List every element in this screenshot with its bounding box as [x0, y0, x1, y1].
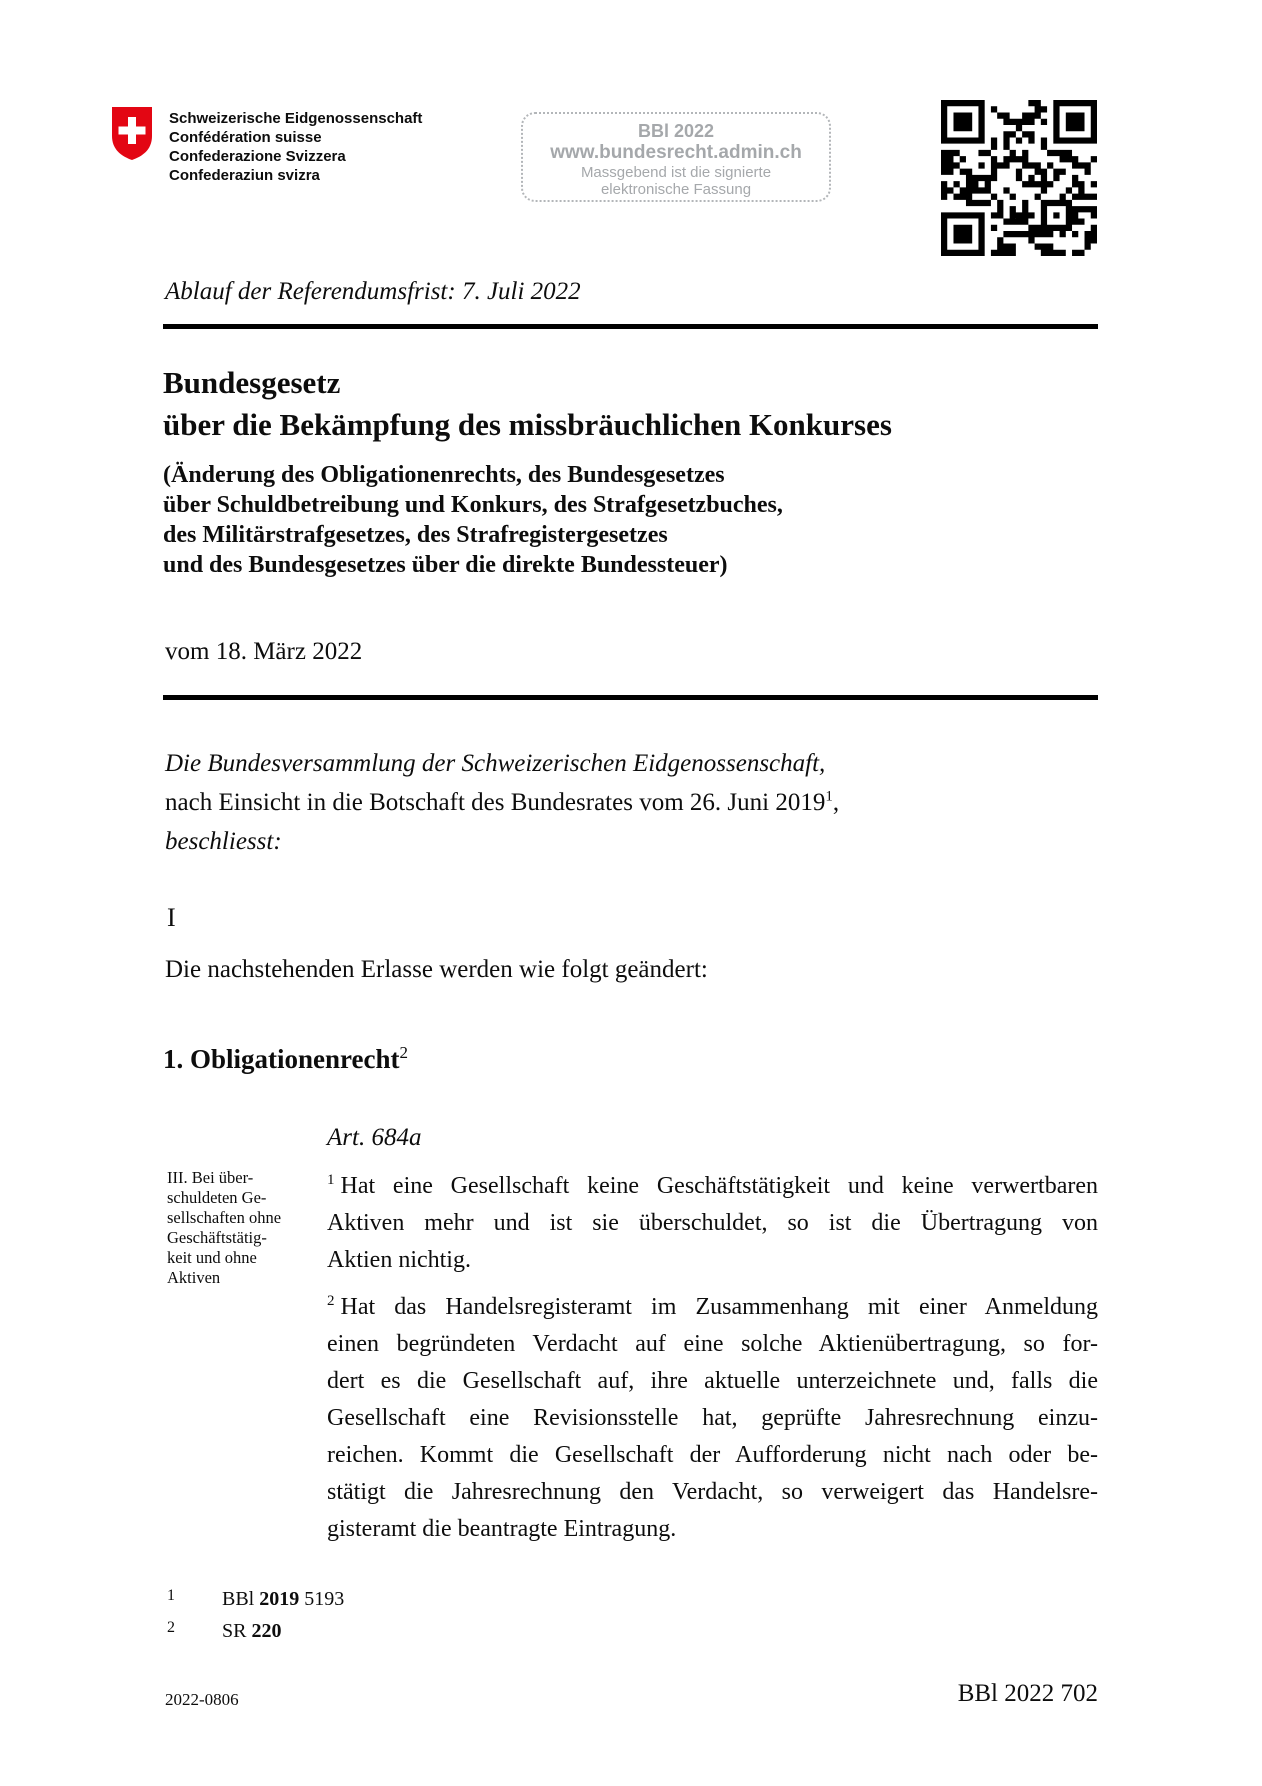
footnote-2-pre: SR [222, 1620, 252, 1642]
paragraph2-line4: Gesellschaft eine Revisionsstelle hat, geprüfte Jahresrechnung einzu- [327, 1405, 1098, 1431]
section-intro: Die nachstehenden Erlasse werden wie folgt geändert: [165, 956, 708, 983]
paragraph2-line3: dert es die Gesellschaft auf, ihre aktuelle unterzeichnete und, falls die [327, 1368, 1098, 1394]
gazette-page-reference: BBl 2022 702 [957, 1680, 1098, 1707]
footnote-2-bold: 220 [251, 1620, 282, 1642]
preamble-line3: beschliesst: [165, 828, 282, 855]
paragraph2-line7: gisteramt die beantragte Eintragung. [327, 1516, 677, 1542]
footnote-ref-2: 2 [399, 1043, 409, 1062]
electronic-version-stamp [521, 112, 831, 202]
paragraph1-line2: Aktiven mehr und ist sie überschuldet, so ist die Übertragung von [327, 1210, 1098, 1236]
article-684a [327, 1124, 1098, 1558]
section-numeral: I [167, 903, 176, 932]
footnote-ref-1: 1 [825, 788, 833, 805]
paragraph1-number: 1 [327, 1172, 335, 1188]
paragraph2-line1 [327, 1289, 1098, 1326]
law-subtitle-line4: und des Bundesgesetzes über die direkte Bundessteuer) [163, 552, 728, 578]
footnote-1-text [222, 1583, 344, 1615]
margin-note [167, 1168, 317, 1288]
law-subtitle-line3: des Militärstrafgesetzes, des Strafregistergesetzes [163, 522, 668, 548]
article-paragraph-1 [327, 1168, 1098, 1279]
qr-code [941, 100, 1097, 256]
paragraph1-line1 [327, 1168, 1098, 1205]
stamp-url: www.bundesrecht.admin.ch [550, 142, 802, 163]
stamp-gazette-ref: BBl 2022 [637, 121, 715, 141]
footnote-1-post: 5193 [299, 1588, 345, 1610]
chapter-heading-text: 1. Obligationenrecht [163, 1044, 400, 1074]
footnote-2-marker: 2 [167, 1619, 175, 1636]
margin-note-line1: III. Bei über- [167, 1168, 254, 1187]
horizontal-rule-top [163, 324, 1098, 329]
margin-note-line4: Geschäftstätig- [167, 1228, 267, 1247]
preamble-line2-comma: , [832, 789, 840, 816]
enactment-date: vom 18. März 2022 [165, 638, 363, 665]
wordmark-line-rm: Confederaziun svizra [169, 167, 320, 184]
footnote-1 [167, 1583, 344, 1615]
stamp-note-line1: Massgebend ist die signierte [580, 164, 772, 181]
paragraph1-line3: Aktien nichtig. [327, 1247, 471, 1273]
footnotes [167, 1583, 344, 1647]
footnote-1-pre: BBl [222, 1588, 260, 1610]
footnote-1-bold: 2019 [259, 1588, 300, 1610]
law-subtitle-line1: (Änderung des Obligationenrechts, des Bundesgesetzes [163, 462, 725, 488]
law-subtitle [163, 460, 892, 580]
confederation-wordmark [169, 106, 422, 185]
footnote-1-marker: 1 [167, 1587, 175, 1604]
law-title-line1: Bundesgesetz [163, 365, 341, 400]
preamble-line1: Die Bundesversammlung der Schweizerischen Eidgenossenschaft, [165, 750, 826, 777]
stamp-note-line2: elektronische Fassung [600, 181, 752, 198]
article-paragraph-2 [327, 1289, 1098, 1548]
footnote-2 [167, 1615, 344, 1647]
swiss-shield-icon [110, 106, 154, 185]
paragraph2-number: 2 [327, 1293, 335, 1309]
margin-note-line3: sellschaften ohne [167, 1208, 282, 1227]
paragraph2-line5: reichen. Kommt die Gesellschaft der Aufforderung nicht nach oder be- [327, 1442, 1098, 1468]
referendum-deadline-note: Ablauf der Referendumsfrist: 7. Juli 2022 [165, 278, 581, 305]
chapter-heading [163, 1044, 408, 1075]
preamble-line2 [165, 783, 839, 822]
margin-note-line6: Aktiven [167, 1268, 221, 1287]
footnote-2-text [222, 1615, 281, 1647]
swiss-confederation-logo [110, 106, 422, 185]
wordmark-line-it: Confederazione Svizzera [169, 148, 346, 165]
horizontal-rule-middle [163, 695, 1098, 700]
wordmark-line-de: Schweizerische Eidgenossenschaft [169, 110, 423, 127]
paragraph2-line1-text: Hat das Handelsregisteramt im Zusammenhang mit einer Anmeldung [340, 1294, 1098, 1320]
law-subtitle-line2: über Schuldbetreibung und Konkurs, des Strafgesetzbuches, [163, 492, 783, 518]
paragraph2-line2: einen begründeten Verdacht auf eine solche Aktienübertragung, so for- [327, 1331, 1098, 1357]
document-number: 2022-0806 [165, 1690, 239, 1709]
preamble [165, 744, 839, 861]
law-title-line2: über die Bekämpfung des missbräuchlichen Konkurses [163, 407, 892, 442]
paragraph2-line6: stätigt die Jahresrechnung den Verdacht, so verweigert das Handelsre- [327, 1479, 1098, 1505]
wordmark-line-fr: Confédération suisse [169, 129, 322, 146]
law-title [163, 362, 892, 446]
paragraph1-line1-text: Hat eine Gesellschaft keine Geschäftstätigkeit und keine verwertbaren [340, 1173, 1098, 1199]
margin-note-line2: schuldeten Ge- [167, 1188, 267, 1207]
preamble-line2-text: nach Einsicht in die Botschaft des Bundesrates vom 26. Juni 2019 [165, 789, 826, 816]
margin-note-line5: keit und ohne [167, 1248, 257, 1267]
article-heading: Art. 684a [327, 1124, 422, 1151]
law-title-block [163, 362, 892, 580]
